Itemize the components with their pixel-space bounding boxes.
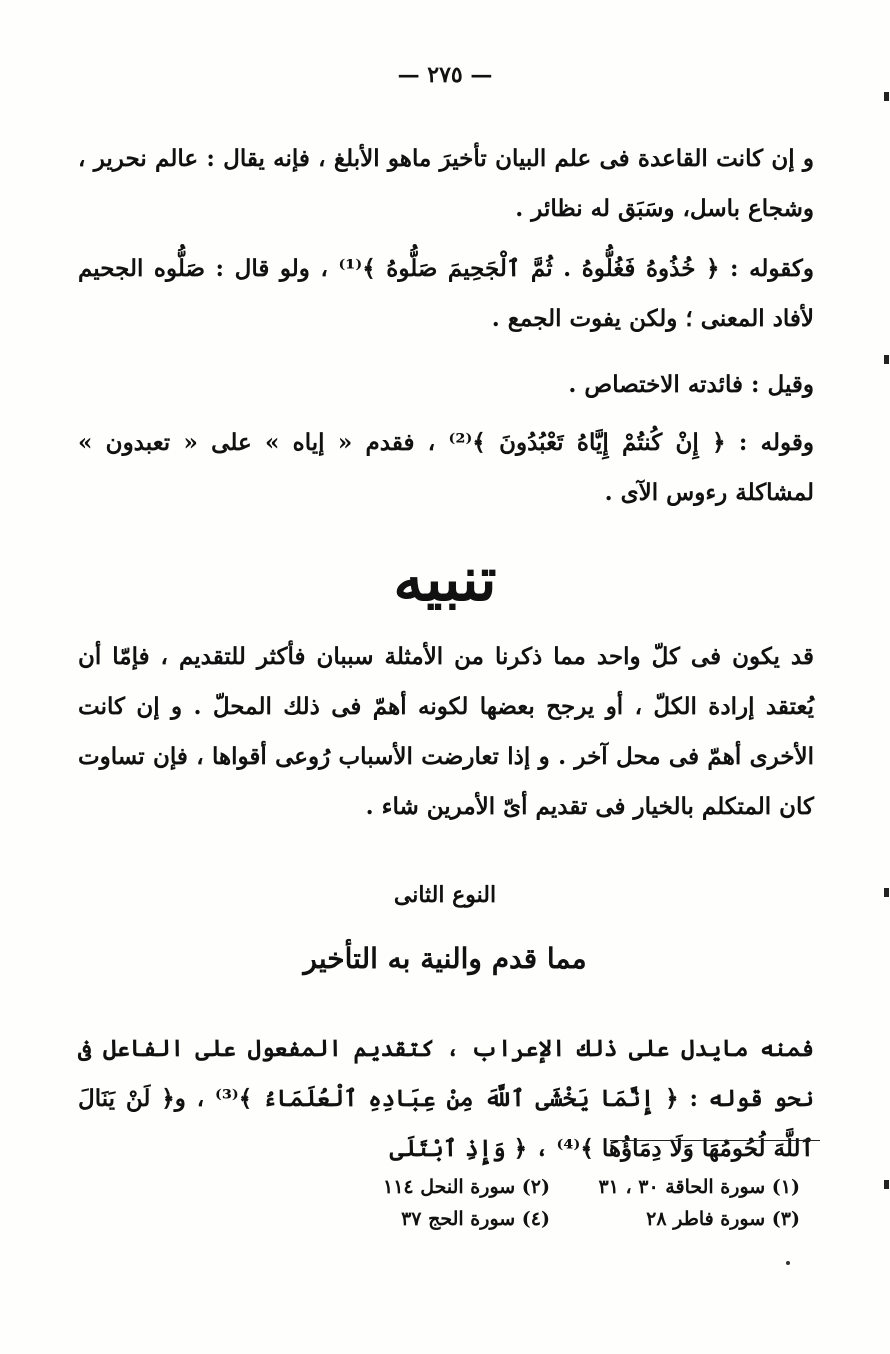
- footnotes: [300, 1176, 800, 1230]
- binding-mark: [884, 888, 889, 897]
- footnote-1: (١) سورة الحاقة ٣٠ ، ٣١: [598, 1176, 800, 1198]
- footnote-4: (٤) سورة الحج ٣٧: [401, 1208, 550, 1230]
- paragraph-3: وقيل : فائدته الاختصاص .: [568, 371, 814, 398]
- paragraph-1: و إن كانت القاعدة فى علم البيان تأخيرَ ماهو الأبلغ ، فإنه يقال : عالم نحرير ، وشجاع باسل، وسَبَق له نظائر .: [78, 145, 814, 222]
- note-paragraph: قد يكون فى كلّ واحد مما ذكرنا من الأمثلة سببان فأكثر للتقديم ، فإمّا أن يُعتقد إرادة الكلّ ، أو يرجح بعضها لكونه أهمّ فى ذلك المحلّ . و إن كانت الأخرى أهمّ فى محل آخر . و إذا تعارضت الأسباب رُوعى أقواها ، فإن تساوت كان المتكلم بالخيار فى تقديم أىّ الأمرين شاء .: [78, 643, 814, 820]
- section-title: مما قدم والنية به التأخير: [303, 942, 587, 975]
- ink-dot: [786, 1261, 790, 1265]
- note-heading: تنبيه: [393, 545, 497, 615]
- binding-mark: [884, 355, 889, 364]
- footnote-2: (٢) سورة النحل ١١٤: [383, 1176, 550, 1198]
- binding-mark: [884, 92, 889, 101]
- binding-mark: [884, 1180, 889, 1189]
- paragraph-5: فمنه مايدل على ذلك الإعراب ، كتقديم المفعول على الفاعل فى نحو قوله : ﴿ إِنَّمَا يَخْشَى ٱللَّهَ مِنْ عِبَادِهِ ٱلْعُلَمَاءُ ﴾⁽³⁾ ، و﴿ لَنْ يَنَالَ ٱللَّهَ لُحُومُهَا وَلَا دِمَاؤُهَا ﴾⁽⁴⁾ ، ﴿ وَإِذِ ٱبْتَلَى: [78, 1035, 814, 1162]
- paragraph-4: وقوله : ﴿ إِنْ كُنتُمْ إِيَّاهُ تَعْبُدُونَ ﴾⁽²⁾ ، فقدم « إياه » على « تعبدون » لمشاكلة رءوس الآى .: [78, 429, 814, 506]
- footnote-3: (٣) سورة فاطر ٢٨: [646, 1208, 800, 1230]
- paragraph-2: وكقوله : ﴿ خُذُوهُ فَغُلُّوهُ . ثُمَّ ٱلْجَحِيمَ صَلُّوهُ ﴾⁽¹⁾ ، ولو قال : صَلُّوه الجحيم لأفاد المعنى ؛ ولكن يفوت الجمع .: [78, 255, 814, 332]
- page-number: — ٢٧٥ —: [397, 62, 493, 88]
- footnote-divider: [610, 1140, 820, 1141]
- section-type-heading: النوع الثانى: [393, 882, 497, 908]
